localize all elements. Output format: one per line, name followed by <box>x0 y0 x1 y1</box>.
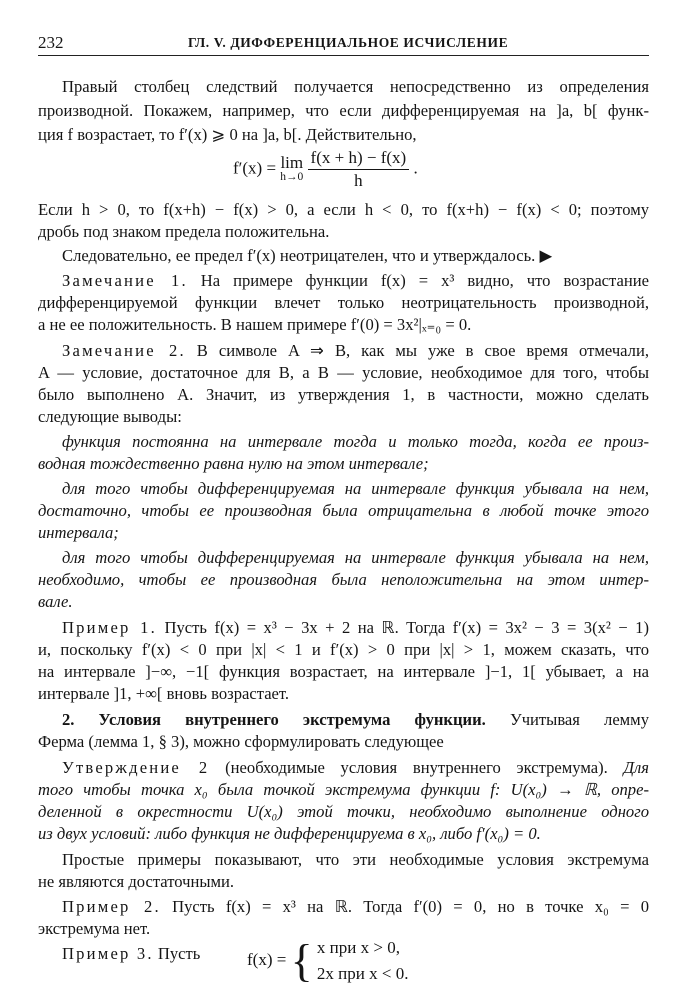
example-text: Пусть f(x) = x³ на ℝ. Тогда f′(0) = 0, но в точке x₀ = 0 <box>160 897 649 916</box>
text-line: Следовательно, ее предел f′(x) неотрицателен, что и утверждалось. ▶ <box>62 246 553 265</box>
remark-label: Замечание 1. <box>62 271 188 290</box>
case-line: x при x > 0, <box>316 938 400 957</box>
statement-label: Утверждение 2 <box>62 758 210 777</box>
derivative-limit-formula <box>233 148 418 191</box>
conclusion-line: достаточно, чтобы ее производная была отрицательна в любой точке этого <box>38 501 649 520</box>
conclusion-line: вале. <box>38 592 73 611</box>
text-line: и, поскольку f′(x) < 0 при |x| < 1 и f′(x) > 0 при |x| > 1, можем сказать, что <box>38 640 649 659</box>
remark-text: В символе A ⇒ B, как мы уже в свое время отмечали, <box>185 341 649 360</box>
remark-text: На примере функции f(x) = x³ видно, что возрастание <box>187 271 649 290</box>
text-line: интервале ]1, +∞[ вновь возрастает. <box>38 684 290 703</box>
limit-word: lim <box>280 152 304 172</box>
text-line: Если h > 0, то f(x+h) − f(x) > 0, а если h < 0, то f(x+h) − f(x) < 0; поэтому <box>38 200 649 219</box>
conclusion-line: необходимо, чтобы ее производная была неположительна на этом интер- <box>38 570 649 589</box>
conclusion-line: для того чтобы дифференцируемая на интервале функция убывала на нем, <box>62 479 649 498</box>
case-line: 2x при x < 0. <box>316 964 409 983</box>
text-line: экстремума нет. <box>38 919 151 938</box>
statement-line: того чтобы точка x₀ была точкой экстремума функции f: U(x₀) → ℝ, опре- <box>38 780 649 799</box>
remark-2 <box>62 340 649 362</box>
page-header <box>38 33 649 56</box>
limit-operator <box>280 152 304 184</box>
text-line: A — условие, достаточное для B, а B — условие, необходимое для того, чтобы <box>38 363 649 382</box>
formula-period: . <box>413 158 418 178</box>
page-number: 232 <box>38 33 64 52</box>
text-line: следующие выводы: <box>38 407 182 426</box>
text-line: Ферма (лемма 1, § 3), можно сформулировать следующее <box>38 732 444 751</box>
text-line: ция f возрастает, то f′(x) ⩾ 0 на ]a, b[. Действительно, <box>38 125 417 144</box>
section-text: Учитывая лемму <box>485 710 649 729</box>
text-line: на интервале ]−∞, −1[ функция возрастает, на интервале ]−1, 1[ убывает, а на <box>38 662 649 681</box>
formula-lhs: f′(x) = <box>233 158 281 178</box>
piecewise-formula <box>247 935 408 987</box>
limit-subscript: h→0 <box>280 170 304 183</box>
text-line: Простые примеры показывают, что эти необходимые условия экстремума <box>62 850 649 869</box>
text-line: не являются достаточными. <box>38 872 235 891</box>
text-line: было выполнено A. Значит, из утверждения 1, в частности, можно сделать <box>38 385 649 404</box>
formula-lhs: f(x) = <box>247 949 291 969</box>
conclusion-line: функция постоянна на интервале тогда и только тогда, когда ее произ- <box>62 432 649 451</box>
statement-line: деленной в окрестности U(x₀) этой точки, необходимо выполнение одного <box>38 802 649 821</box>
conclusion-line: для того чтобы дифференцируемая на интервале функция убывала на нем, <box>62 548 649 567</box>
quotient-denominator: h <box>354 171 363 190</box>
quotient-numerator: f(x + h) − f(x) <box>308 148 410 170</box>
remark-1 <box>62 270 649 292</box>
text-line: производной. Покажем, например, что если дифференцируемая на ]a, b[ функ- <box>38 101 649 120</box>
text-line: Правый столбец следствий получается непосредственно из определения <box>62 77 649 96</box>
example-text: Пусть <box>153 944 201 963</box>
statement-2 <box>62 757 649 779</box>
text-line: дробь под знаком предела положительна. <box>38 222 330 241</box>
example-label: Пример 3. <box>62 944 154 963</box>
example-text: Пусть f(x) = x³ − 3x + 2 на ℝ. Тогда f′(x) = 3x² − 3 = 3(x² − 1) <box>157 618 649 637</box>
example-2 <box>62 896 649 918</box>
section-heading-line <box>62 709 649 731</box>
cases <box>317 935 409 987</box>
left-brace: { <box>290 935 313 986</box>
section-title: 2. Условия внутреннего экстремума функции. <box>62 710 486 729</box>
difference-quotient <box>308 148 410 191</box>
statement-text: Для <box>607 758 650 777</box>
statement-line: из двух условий: либо функция не дифференцируема в x₀, либо f′(x₀) = 0. <box>38 824 541 843</box>
statement-note: (необходимые условия внутреннего экстремума). <box>209 758 608 777</box>
example-1 <box>62 617 649 639</box>
example-label: Пример 1. <box>62 618 158 637</box>
remark-label: Замечание 2. <box>62 341 186 360</box>
conclusion-line: интервала; <box>38 523 119 542</box>
conclusion-line: водная тождественно равна нулю на этом интервале; <box>38 454 429 473</box>
example-label: Пример 2. <box>62 897 161 916</box>
text-line: дифференцируемой функции влечет только неотрицательность производной, <box>38 293 649 312</box>
text-line: а не ее положительность. В нашем примере f′(0) = 3x²|ₓ₌₀ = 0. <box>38 315 472 334</box>
running-title: ГЛ. V. ДИФФЕРЕНЦИАЛЬНОЕ ИСЧИСЛЕНИЕ <box>188 35 509 50</box>
